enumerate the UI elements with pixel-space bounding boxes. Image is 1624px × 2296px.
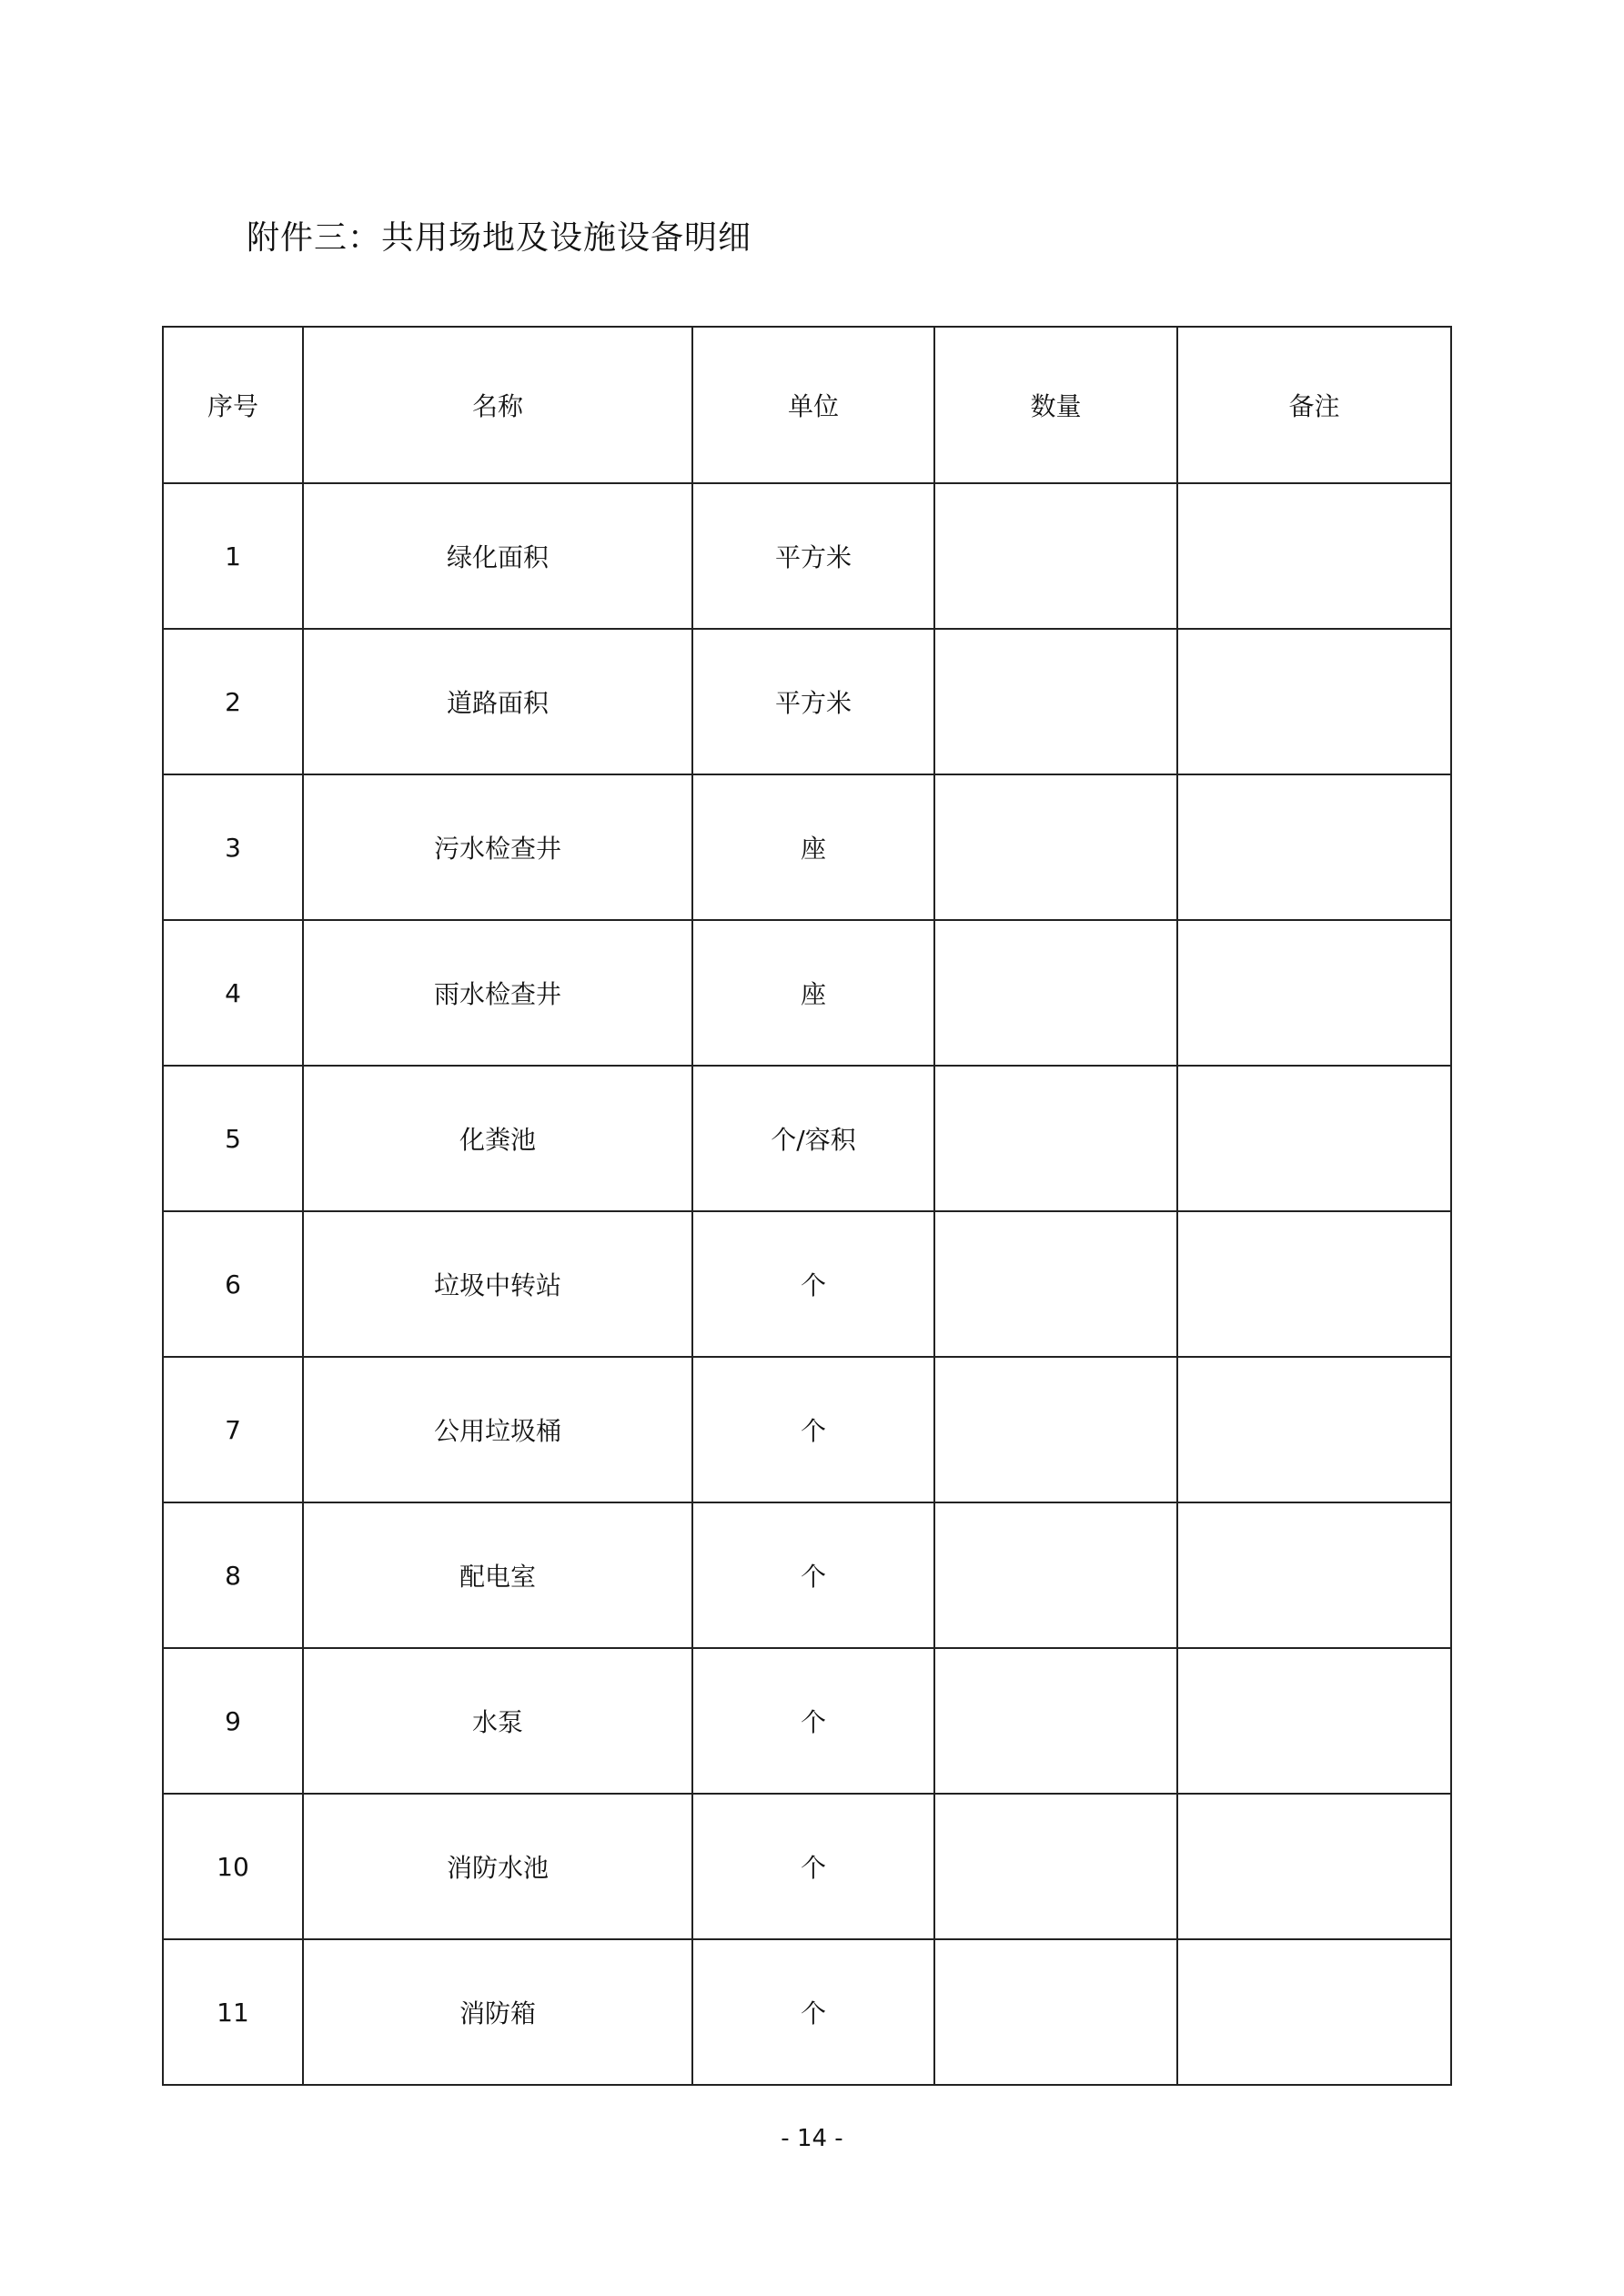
cell-index: 4 bbox=[163, 920, 303, 1066]
table-row bbox=[163, 1939, 1451, 2085]
cell-name: 消防水池 bbox=[303, 1794, 692, 1939]
page-number: - 14 - bbox=[781, 2125, 843, 2152]
table-row bbox=[163, 1211, 1451, 1357]
cell-quantity bbox=[934, 1794, 1177, 1939]
cell-name: 绿化面积 bbox=[303, 483, 692, 629]
cell-remark bbox=[1177, 483, 1451, 629]
cell-remark bbox=[1177, 920, 1451, 1066]
cell-remark bbox=[1177, 1211, 1451, 1357]
header-quantity: 数量 bbox=[934, 327, 1177, 483]
cell-quantity bbox=[934, 774, 1177, 920]
cell-quantity bbox=[934, 1502, 1177, 1648]
header-index: 序号 bbox=[163, 327, 303, 483]
cell-unit: 个 bbox=[692, 1211, 934, 1357]
cell-name: 公用垃圾桶 bbox=[303, 1357, 692, 1502]
table-row bbox=[163, 483, 1451, 629]
cell-remark bbox=[1177, 1648, 1451, 1794]
cell-quantity bbox=[934, 1211, 1177, 1357]
cell-index: 1 bbox=[163, 483, 303, 629]
cell-index: 7 bbox=[163, 1357, 303, 1502]
page-title: 附件三：共用场地及设施设备明细 bbox=[247, 219, 752, 257]
cell-remark bbox=[1177, 629, 1451, 774]
table-row bbox=[163, 1794, 1451, 1939]
cell-quantity bbox=[934, 483, 1177, 629]
cell-name: 雨水检查井 bbox=[303, 920, 692, 1066]
cell-index: 11 bbox=[163, 1939, 303, 2085]
cell-remark bbox=[1177, 1066, 1451, 1211]
table-row bbox=[163, 629, 1451, 774]
cell-unit: 个 bbox=[692, 1794, 934, 1939]
cell-quantity bbox=[934, 1939, 1177, 2085]
cell-quantity bbox=[934, 920, 1177, 1066]
cell-index: 2 bbox=[163, 629, 303, 774]
cell-remark bbox=[1177, 1502, 1451, 1648]
cell-unit: 个 bbox=[692, 1502, 934, 1648]
cell-name: 化粪池 bbox=[303, 1066, 692, 1211]
table-row bbox=[163, 1502, 1451, 1648]
table-row bbox=[163, 1648, 1451, 1794]
cell-name: 道路面积 bbox=[303, 629, 692, 774]
header-unit: 单位 bbox=[692, 327, 934, 483]
header-remark: 备注 bbox=[1177, 327, 1451, 483]
cell-name: 水泵 bbox=[303, 1648, 692, 1794]
facilities-table bbox=[162, 326, 1452, 2086]
header-name: 名称 bbox=[303, 327, 692, 483]
cell-index: 10 bbox=[163, 1794, 303, 1939]
cell-quantity bbox=[934, 1066, 1177, 1211]
cell-remark bbox=[1177, 1939, 1451, 2085]
cell-quantity bbox=[934, 1648, 1177, 1794]
cell-index: 8 bbox=[163, 1502, 303, 1648]
cell-quantity bbox=[934, 629, 1177, 774]
cell-index: 5 bbox=[163, 1066, 303, 1211]
table-header-row bbox=[163, 327, 1451, 483]
table-row bbox=[163, 1357, 1451, 1502]
cell-unit: 个/容积 bbox=[692, 1066, 934, 1211]
cell-remark bbox=[1177, 774, 1451, 920]
table-row bbox=[163, 774, 1451, 920]
cell-remark bbox=[1177, 1794, 1451, 1939]
cell-quantity bbox=[934, 1357, 1177, 1502]
cell-remark bbox=[1177, 1357, 1451, 1502]
cell-name: 配电室 bbox=[303, 1502, 692, 1648]
cell-unit: 个 bbox=[692, 1648, 934, 1794]
cell-unit: 个 bbox=[692, 1939, 934, 2085]
cell-name: 消防箱 bbox=[303, 1939, 692, 2085]
cell-index: 3 bbox=[163, 774, 303, 920]
table-header bbox=[163, 327, 1451, 483]
cell-unit: 平方米 bbox=[692, 483, 934, 629]
cell-unit: 座 bbox=[692, 774, 934, 920]
table-body bbox=[163, 483, 1451, 2085]
cell-unit: 座 bbox=[692, 920, 934, 1066]
cell-name: 污水检查井 bbox=[303, 774, 692, 920]
cell-unit: 个 bbox=[692, 1357, 934, 1502]
cell-index: 9 bbox=[163, 1648, 303, 1794]
cell-name: 垃圾中转站 bbox=[303, 1211, 692, 1357]
table-row bbox=[163, 1066, 1451, 1211]
cell-index: 6 bbox=[163, 1211, 303, 1357]
table-row bbox=[163, 920, 1451, 1066]
cell-unit: 平方米 bbox=[692, 629, 934, 774]
